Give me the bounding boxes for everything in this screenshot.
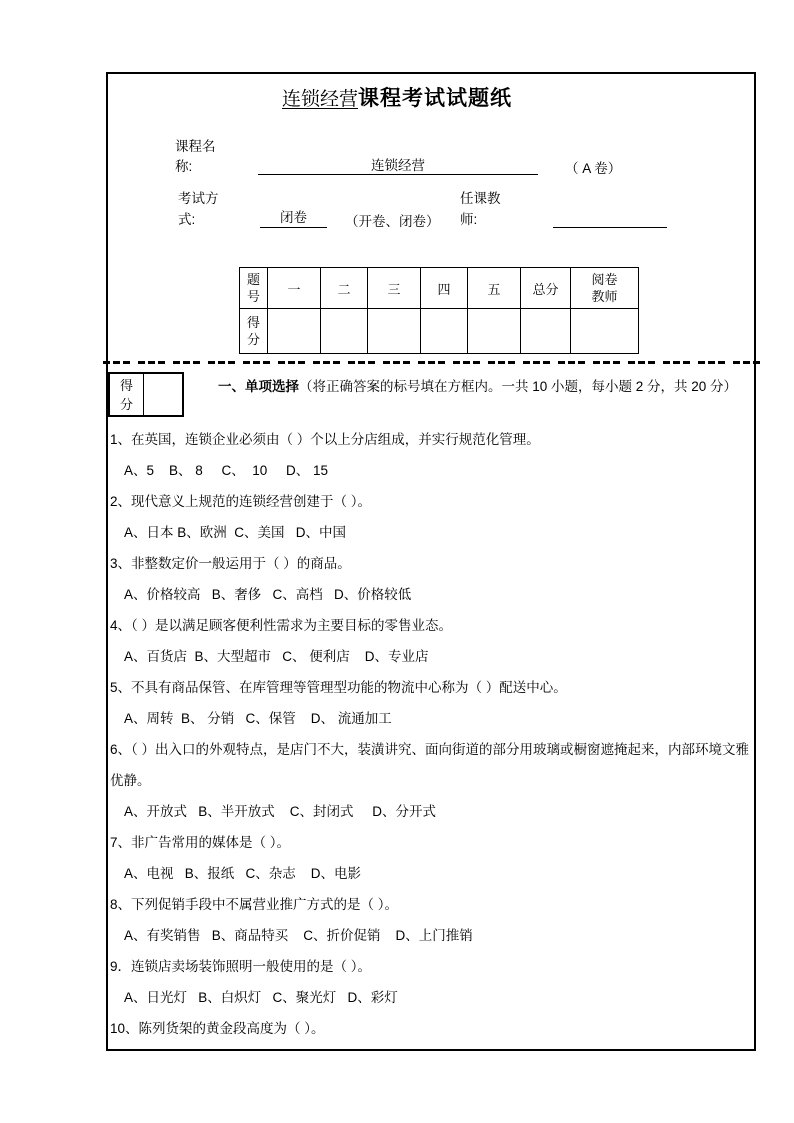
question-6-text: 6、（ ）出入口的外观特点，是店门不大，装潢讲究、面向街道的部分用玻璃或橱窗遮掩起来，内部环境文雅优静。 — [110, 742, 750, 788]
question-3-text: 3、非整数定价一般运用于（ ）的商品。 — [110, 556, 351, 571]
question-4-options: A、百货店 B、大型超市 C、 便利店 D、专业店 — [124, 649, 429, 664]
course-name-label: 课程名称: — [175, 139, 216, 174]
exam-method-blank[interactable]: 闭卷 — [260, 206, 327, 228]
question-5-options: A、周转 B、 分销 C、保管 D、 流通加工 — [124, 711, 392, 726]
section-heading — [218, 377, 748, 397]
question-3-options: A、价格较高 B、奢侈 C、高档 D、价格较低 — [124, 587, 412, 602]
score-row-label: 得分 — [240, 309, 268, 354]
question-9-options: A、日光灯 B、白炽灯 C、聚光灯 D、彩灯 — [124, 990, 398, 1005]
score-col-header: 一 — [268, 268, 321, 309]
question-6-options: A、开放式 B、半开放式 C、封闭式 D、分开式 — [124, 804, 437, 819]
section-score-fill-cell[interactable] — [144, 374, 182, 415]
question-2-text: 2、现代意义上规范的连锁经营创建于（ ）。 — [110, 494, 372, 509]
title-course-name: 连锁经营 — [281, 89, 358, 110]
document-title — [0, 82, 794, 112]
score-col-header: 三 — [368, 268, 421, 309]
score-col-header: 四 — [421, 268, 468, 309]
questions — [110, 424, 755, 1044]
title-suffix: 课程考试试题纸 — [358, 87, 512, 110]
course-name-blank[interactable]: 连锁经营 — [258, 154, 538, 175]
score-cell[interactable] — [421, 309, 468, 354]
question-8-text: 8、下列促销手段中不属营业推广方式的是（ ）。 — [110, 897, 399, 912]
teacher-label: 任课教师: — [460, 191, 501, 227]
question-7-text: 7、非广告常用的媒体是（ ）。 — [110, 835, 291, 850]
section-score-label: 得分 — [119, 377, 133, 412]
question-1-options: A、5 B、 8 C、 10 D、 15 — [124, 463, 329, 478]
score-cell[interactable] — [368, 309, 421, 354]
exam-method-label: 考试方式: — [178, 191, 219, 227]
question-4-text: 4、（ ）是以满足顾客便利性需求为主要目标的零售业态。 — [110, 618, 453, 633]
question-2-options: A、日本 B、欧洲 C、美国 D、中国 — [124, 525, 347, 540]
teacher-blank[interactable] — [553, 206, 667, 228]
section-score-label-cell — [110, 374, 144, 415]
question-7-options: A、电视 B、报纸 C、杂志 D、电影 — [124, 866, 362, 881]
score-cell[interactable] — [468, 309, 521, 354]
question-1-text: 1、在英国，连锁企业必须由（ ）个以上分店组成，并实行规范化管理。 — [110, 432, 540, 447]
score-cell[interactable] — [321, 309, 368, 354]
question-8-options: A、有奖销售 B、商品特买 C、折价促销 D、上门推销 — [124, 928, 473, 943]
dashed-separator — [103, 361, 760, 364]
score-cell[interactable] — [571, 309, 639, 354]
score-col-header: 阅卷教师 — [571, 268, 639, 309]
score-cell[interactable] — [521, 309, 571, 354]
section-heading-number: 一、单项选择 — [218, 379, 299, 394]
score-cell[interactable] — [268, 309, 321, 354]
paper-type-label: （ A 卷） — [565, 161, 622, 176]
score-col-header: 二 — [321, 268, 368, 309]
question-10-text: 10、陈列货架的黄金段高度为（ ）。 — [110, 1021, 325, 1036]
question-5-text: 5、不具有商品保管、在库管理等管理型功能的物流中心称为（ ）配送中心。 — [110, 680, 567, 695]
score-summary-table — [239, 267, 639, 354]
score-col-header: 五 — [468, 268, 521, 309]
exam-method-hint: （开卷、闭卷） — [345, 214, 440, 229]
score-col-header: 总分 — [521, 268, 571, 309]
question-9-text: 9．连锁店卖场装饰照明一般使用的是（ ）。 — [110, 959, 372, 974]
score-col-header: 题号 — [240, 268, 268, 309]
section-heading-instructions: （将正确答案的标号填在方框内。一共 10 小题，每小题 2 分，共 20 分） — [299, 379, 738, 394]
section-score-box — [108, 372, 184, 417]
